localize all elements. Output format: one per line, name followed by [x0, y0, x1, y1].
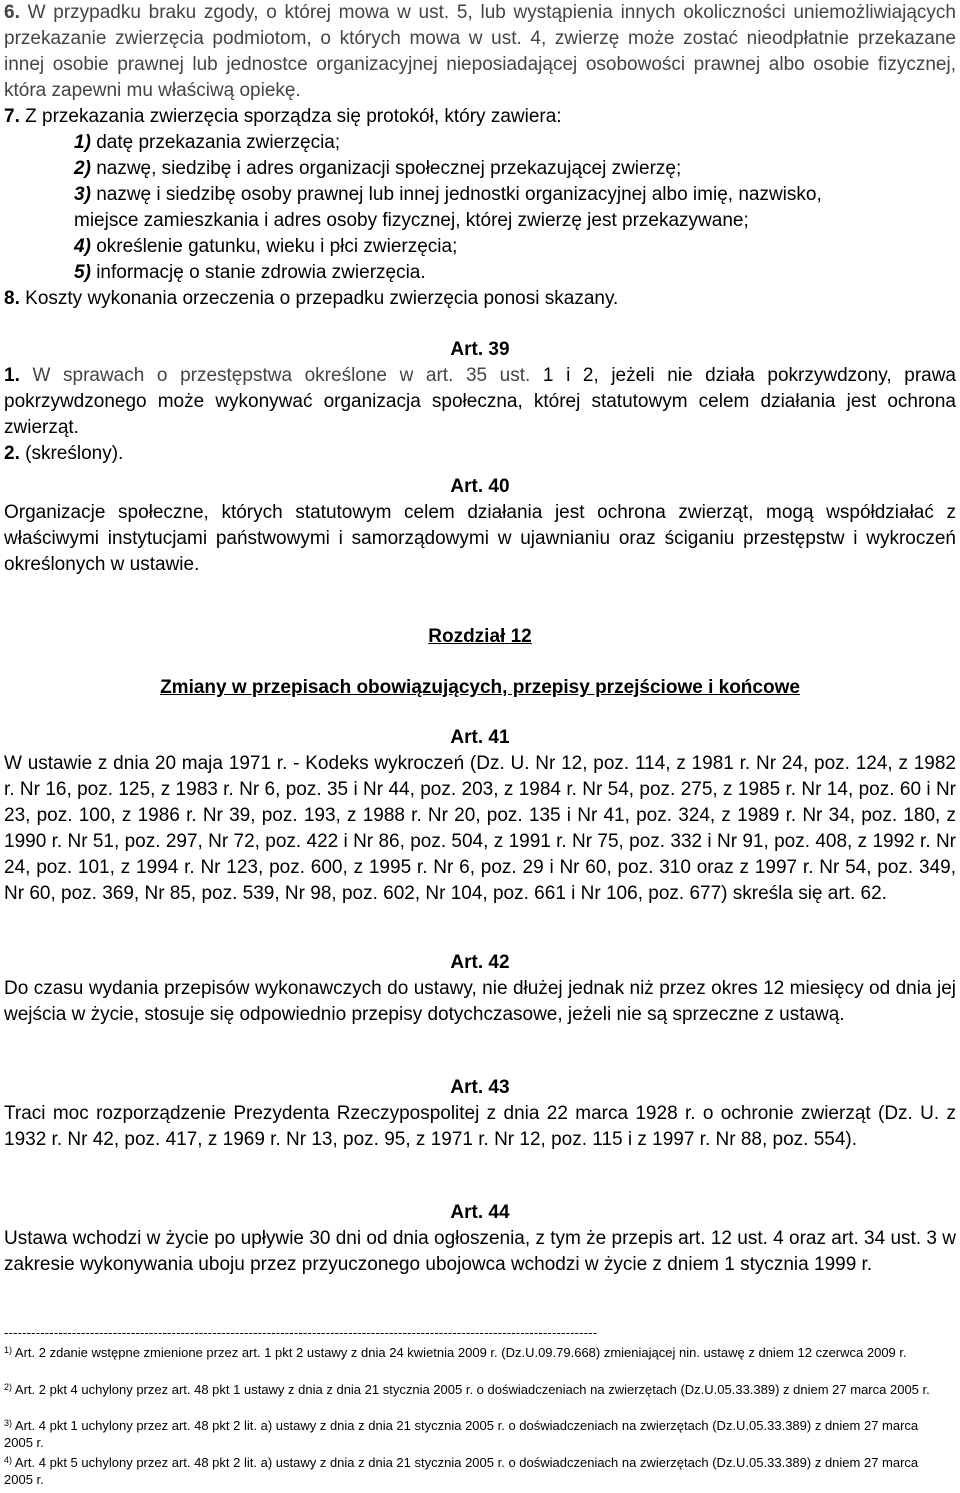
paragraph-number: 7. [4, 106, 20, 127]
article-heading: Art. 39 [450, 339, 510, 360]
article-text: Ustawa wchodzi w życie po upływie 30 dni od dnia ogłoszenia, z tym że przepis art. 12 ust. 4 oraz art. 34 ust. 3 w zakresie wykonywania uboju przez przyuczonego ubojowca wchodzi w życie z dniem 1 stycznia 1999 r. [4, 1228, 956, 1275]
paragraph-8 [4, 286, 956, 312]
footnote: $^{2)}$ Art. 2 pkt 4 uchylony przez art. 48 pkt 1 ustawy z dnia z dnia 21 stycznia 2005 r. o doświadczeniach na zwierzętach (Dz.U.05.33.389) z dniem 27 marca 2005 r. [4, 1382, 930, 1397]
paragraph-7 [4, 104, 956, 130]
article-43-body [4, 1101, 956, 1153]
article-heading: Art. 43 [450, 1077, 510, 1098]
article-heading: Art. 41 [450, 727, 510, 748]
article-heading: Art. 44 [450, 1202, 510, 1223]
footnote: $^{4)}$ Art. 4 pkt 5 uchylony przez art. 48 pkt 2 lit. a) ustawy z dnia z dnia 21 stycznia 2005 r. o doświadczeniach na zwierzętach (Dz.U.05.33.389) z dniem 27 marca 2005 r. [4, 1455, 919, 1487]
article-42-body [4, 976, 956, 1028]
article-text: Organizacje społeczne, których statutowym celem działania jest ochrona zwierząt, mogą współdziałać z właściwymi instytucjami państwowymi i samorządowymi w ujawnianiu oraz ściganiu przestępstw i wykroczeń określonych w ustawie. [4, 502, 956, 575]
footnote-separator: ----------------------------------------------------------------------------------------------------------------------------------- [4, 1326, 598, 1340]
list-item: 1) datę przekazania zwierzęcia; [74, 132, 341, 153]
list-item: 2) nazwę, siedzibę i adres organizacji społecznej przekazującej zwierzę; [74, 158, 682, 179]
article-44-body [4, 1226, 956, 1278]
paragraph-text: W przypadku braku zgody, o której mowa w ust. 5, lub wystąpienia innych okoliczności uniemożliwiających przekazanie zwierzęcia podmiotom, o których mowa w ust. 4, zwierzę może zostać nieodpłatnie przekazane innej osobie prawnej lub jednostce organizacyjnej nieposiadającej osobowości prawnej albo osobie fizycznej, która zapewni mu właściwą opiekę. [4, 2, 956, 101]
list-item: 4) określenie gatunku, wieku i płci zwierzęcia; [74, 236, 458, 257]
paragraph-text: Koszty wykonania orzeczenia o przepadku zwierzęcia ponosi skazany. [25, 288, 619, 309]
article-39-body: 1. W sprawach o przestępstwa określone w art. 35 ust. 1 i 2, jeżeli nie działa pokrzywdzony, prawa pokrzywdzonego może wykonywać organizacja społeczna, której statutowym celem działania jest ochrona zwierząt. 2. (skreślony). [4, 365, 957, 464]
list-item: 3) nazwę i siedzibę osoby prawnej lub innej jednostki organizacyjnej albo imię, nazwisko, [74, 184, 822, 205]
article-40-body [4, 500, 956, 578]
protocol-list [74, 130, 956, 286]
footnote: $^{1)}$ Art. 2 zdanie wstępne zmienione przez art. 1 pkt 2 ustawy z dnia 24 kwietnia 2009 r. (Dz.U.09.79.668) zmieniającej nin. ustawę z dniem 12 czerwca 2009 r. [4, 1345, 907, 1360]
article-heading: Art. 42 [450, 952, 510, 973]
paragraph-6 [4, 0, 956, 104]
footnote: $^{3)}$ Art. 4 pkt 1 uchylony przez art. 48 pkt 2 lit. a) ustawy z dnia z dnia 21 stycznia 2005 r. o doświadczeniach na zwierzętach (Dz.U.05.33.389) z dniem 27 marca 2005 r. [4, 1418, 919, 1450]
article-text: Traci moc rozporządzenie Prezydenta Rzeczypospolitej z dnia 22 marca 1928 r. o ochronie zwierząt (Dz. U. z 1932 r. Nr 42, poz. 417, z 1969 r. Nr 13, poz. 95, z 1971 r. Nr 12, poz. 115 i z 1997 r. Nr 88, poz. 554). [4, 1103, 956, 1150]
list-item: 5) informację o stanie zdrowia zwierzęcia. [74, 262, 426, 283]
chapter-subtitle: Zmiany w przepisach obowiązujących, przepisy przejściowe i końcowe [160, 677, 800, 698]
paragraph-number: 6. [4, 2, 20, 23]
article-heading: Art. 40 [450, 476, 510, 497]
paragraph-number: 8. [4, 288, 20, 309]
paragraph-text: Z przekazania zwierzęcia sporządza się protokół, który zawiera: [25, 106, 562, 127]
article-41-body [4, 751, 956, 907]
article-text: Do czasu wydania przepisów wykonawczych do ustawy, nie dłużej jednak niż przez okres 12 miesięcy od dnia jej wejścia w życie, stosuje się odpowiednio przepisy dotychczasowe, jeżeli nie są sprzeczne z ustawą. [4, 978, 956, 1025]
article-text: W ustawie z dnia 20 maja 1971 r. - Kodeks wykroczeń (Dz. U. Nr 12, poz. 114, z 1981 r. Nr 24, poz. 124, z 1982 r. Nr 16, poz. 125, z 1983 r. Nr 6, poz. 35 i Nr 44, poz. 203, z 1984 r. Nr 54, poz. 275, z 1985 r. Nr 14, poz. 60 i Nr 23, poz. 100, z 1986 r. Nr 39, poz. 193, z 1988 r. Nr 20, poz. 135 i Nr 41, poz. 324, z 1989 r. Nr 34, poz. 180, z 1990 r. Nr 51, poz. 297, Nr 72, poz. 422 i Nr 86, poz. 504, z 1991 r. Nr 75, poz. 332 i Nr 91, poz. 408, z 1992 r. Nr 24, poz. 101, z 1994 r. Nr 123, poz. 600, z 1995 r. Nr 6, poz. 29 i Nr 60, poz. 310 oraz z 1997 r. Nr 54, poz. 349, Nr 60, poz. 369, Nr 85, poz. 539, Nr 98, poz. 602, Nr 104, poz. 661 i Nr 106, poz. 677) skreśla się art. 62. [4, 753, 956, 904]
chapter-title: Rozdział 12 [428, 626, 532, 647]
list-item-continuation: miejsce zamieszkania i adres osoby fizycznej, której zwierzę jest przekazywane; [74, 210, 749, 231]
